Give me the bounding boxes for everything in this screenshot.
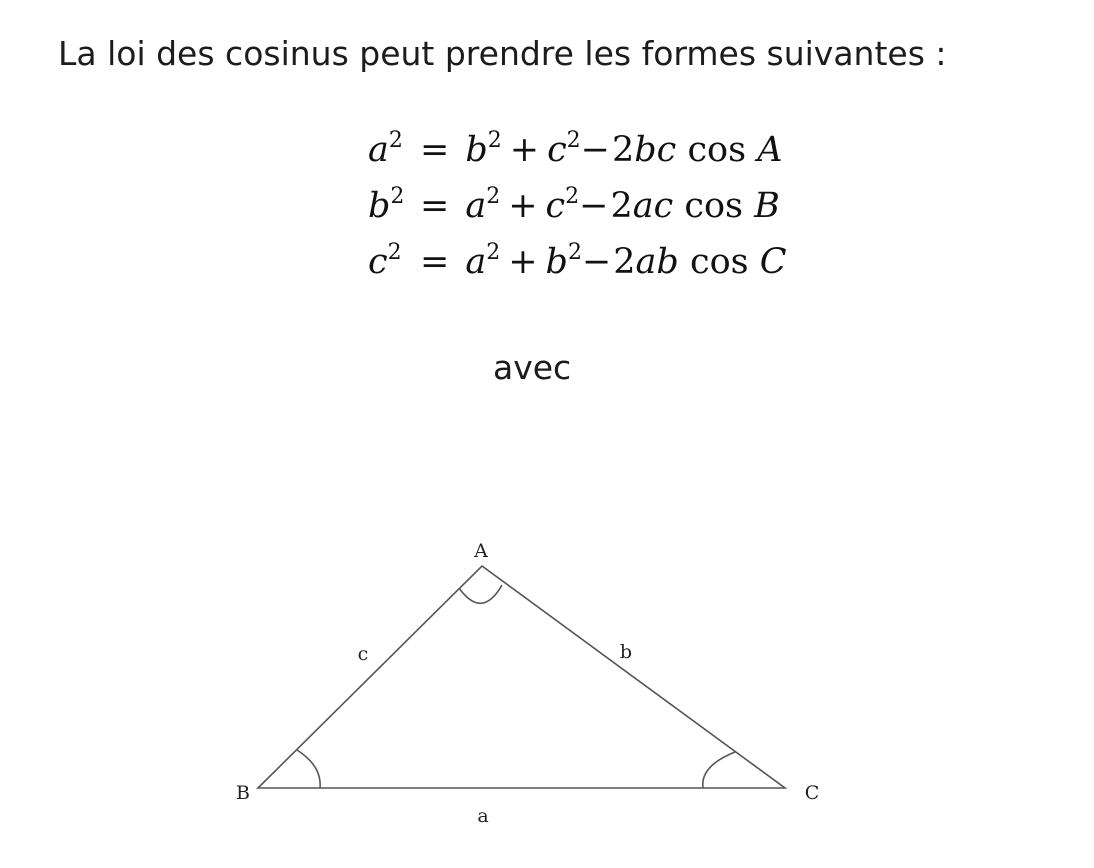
vertex-label-c: C xyxy=(804,782,820,804)
side-label-a: a xyxy=(477,805,489,827)
equation-rhs: = $a^2 + b^2-2ab$ cos C xyxy=(420,240,787,282)
intro-text: La loi des cosinus peut prendre les formes suivantes : xyxy=(58,34,947,73)
vertex-label-a: A xyxy=(474,540,488,562)
equation-lhs: $a^2$ xyxy=(368,128,403,170)
triangle-outline xyxy=(258,566,785,788)
equation-rhs: = $a^2 + c^2-2ac$ cos B xyxy=(420,184,780,226)
side-label-c: c xyxy=(357,643,369,665)
side-label-b: b xyxy=(619,641,633,663)
angle-arc-a xyxy=(459,585,502,603)
equation-rhs: = $b^2 + c^2-2bc$ cos A xyxy=(420,128,783,170)
vertex-label-b: B xyxy=(236,782,250,804)
angle-arc-b xyxy=(297,750,320,788)
equation-lhs: $b^2$ xyxy=(368,184,405,226)
angle-arc-c xyxy=(703,752,735,788)
connector-text: avec xyxy=(493,348,572,387)
equation-lhs: $c^2$ xyxy=(368,240,402,282)
